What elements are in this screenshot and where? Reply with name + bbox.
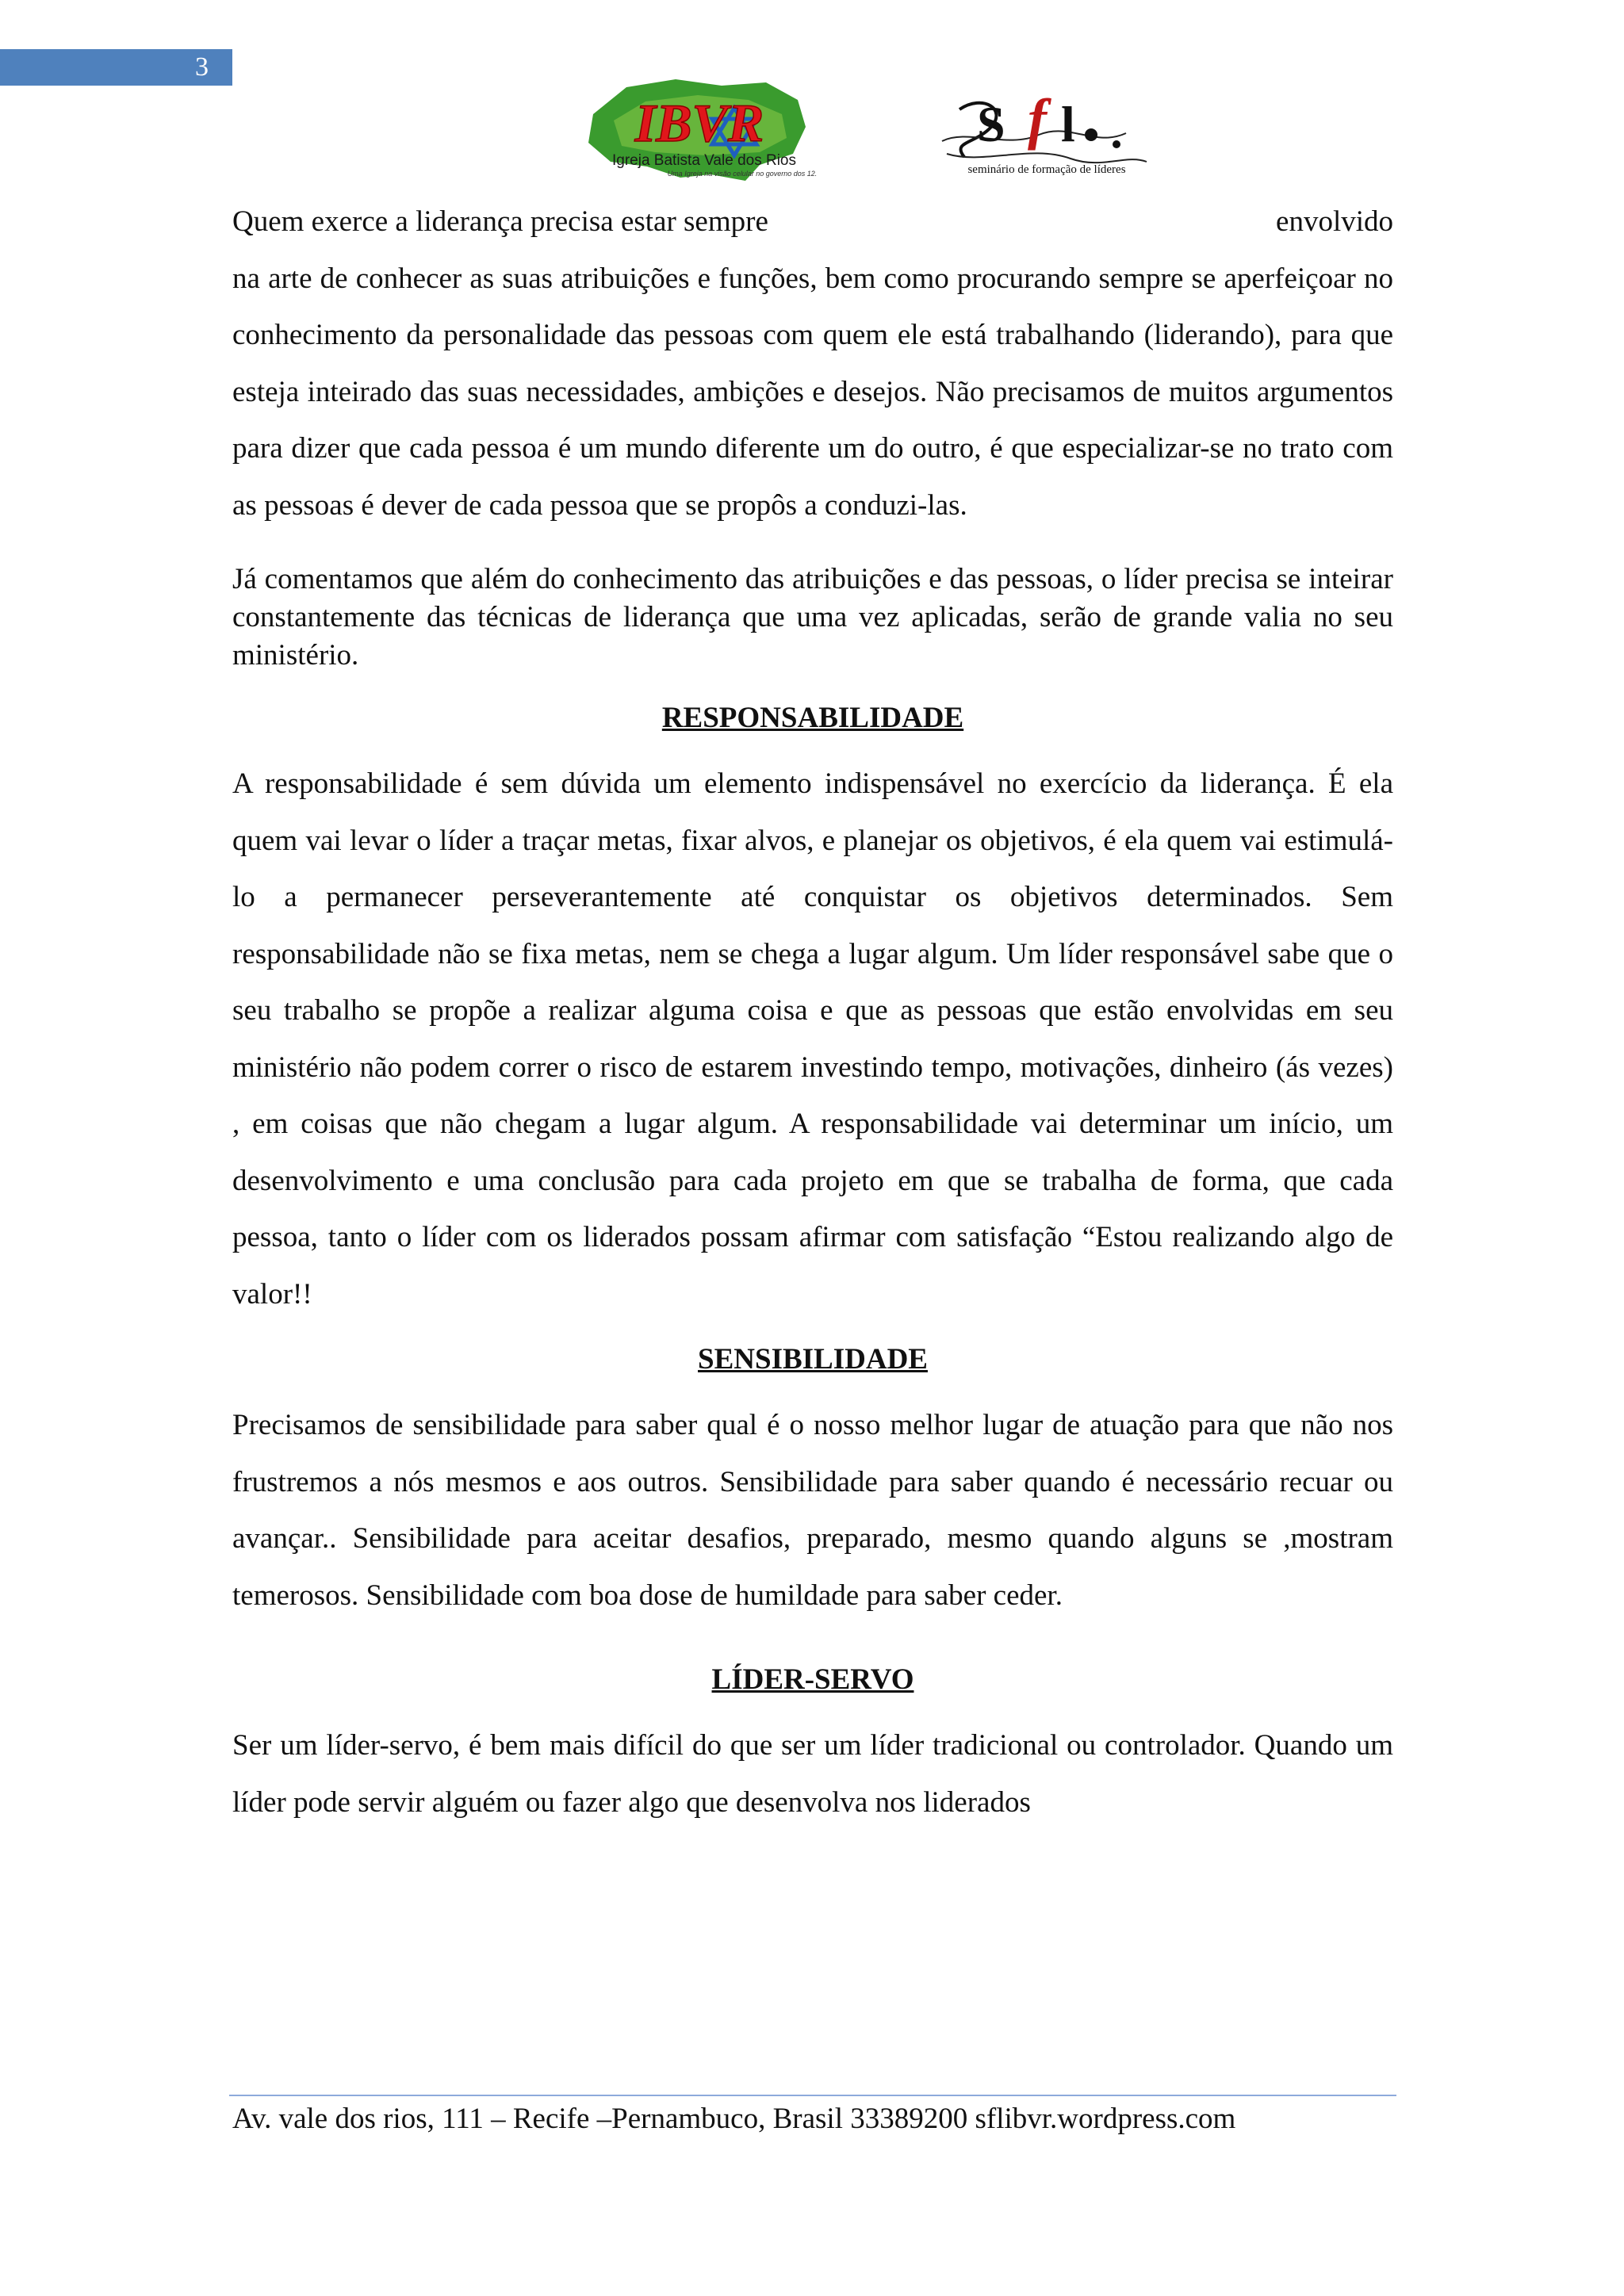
ibvr-logo	[579, 76, 825, 187]
svg-text:f: f	[1028, 87, 1047, 151]
paragraph-5: Ser um líder-servo, é bem mais difícil do que ser um líder tradicional ou controlador. Quando um líder pode servir alguém ou fazer algo que desenvolva nos liderados	[232, 1729, 1393, 1819]
page-number: 3	[195, 52, 209, 82]
heading-lider-servo: LÍDER-SERVO	[711, 1663, 914, 1696]
document-body	[232, 193, 1393, 1831]
paragraph-1-first-left: Quem exerce a liderança precisa estar sempre	[232, 205, 768, 238]
paragraph-2: Já comentamos que além do conhecimento das atribuições e das pessoas, o líder precisa se inteirar constantemente das técnicas de liderança que uma vez aplicadas, serão de grande valia no seu ministério.	[232, 563, 1393, 672]
paragraph-1-first-line	[232, 193, 1393, 251]
sfl-logo	[936, 86, 1158, 189]
heading-responsabilidade: RESPONSABILIDADE	[661, 702, 964, 734]
paragraph-1-first-right: envolvido	[1276, 205, 1393, 238]
paragraph-4: Precisamos de sensibilidade para saber qual é o nosso melhor lugar de atuação para que não nos frustremos a nós mesmos e aos outros. Sensibilidade para saber quando é necessário recuar ou avançar.. Sensibilidade para aceitar desafios, preparado, mesmo quando alguns se ,mostram temerosos. Sensibilidade com boa dose de humildade para saber ceder.	[232, 1409, 1393, 1612]
heading-sensibilidade: SENSIBILIDADE	[698, 1343, 928, 1376]
paragraph-3: A responsabilidade é sem dúvida um elemento indispensável no exercício da liderança. É ela quem vai levar o líder a traçar metas, fixar alvos, e planejar os objetivos, é ela quem vai estimulá-lo a permanecer perseverantemente até conquistar os objetivos determinados. Sem responsabilidade não se fixa metas, nem se chega a lugar algum. Um líder responsável sabe que o seu trabalho se propõe a realizar alguma coisa e que as pessoas que estão envolvidas em seu ministério não podem correr o risco de estarem investindo tempo, motivações, dinheiro (ás vezes) , em coisas que não chegam a lugar algum. A responsabilidade vai determinar um início, um desenvolvimento e uma conclusão para cada projeto em que se trabalha de forma, que cada pessoa, tanto o líder com os liderados possam afirmar com satisfação “Estou realizando algo de valor!!	[232, 767, 1393, 1311]
page-number-tab	[0, 49, 232, 86]
svg-text:seminário de formação de líder: seminário de formação de líderes	[967, 163, 1126, 176]
svg-text:Igreja Batista Vale dos Rios: Igreja Batista Vale dos Rios	[612, 152, 796, 169]
paragraph-1	[232, 193, 1393, 534]
paragraph-1-rest: na arte de conhecer as suas atribuições e funções, bem como procurando sempre se aperfeiçoar no conhecimento da personalidade das pessoas com quem ele está trabalhando (liderando), para que esteja inteirado das suas necessidades, ambições e desejos. Não precisamos de muitos argumentos para dizer que cada pessoa é um mundo diferente um do outro, é que especializar-se no trato com as pessoas é dever de cada pessoa que se propôs a conduzi-las.	[232, 262, 1393, 522]
svg-text:S: S	[977, 96, 1005, 152]
svg-text:Uma Igreja na visão celular no: Uma Igreja na visão celular no governo dos 12.	[667, 170, 818, 178]
footer-divider	[229, 2095, 1396, 2096]
footer-address: Av. vale dos rios, 111 – Recife –Pernambuco, Brasil 33389200 sflibvr.wordpress.com	[232, 2103, 1236, 2135]
svg-text:l: l	[1061, 96, 1075, 152]
svg-text:IBVR: IBVR	[634, 93, 764, 153]
